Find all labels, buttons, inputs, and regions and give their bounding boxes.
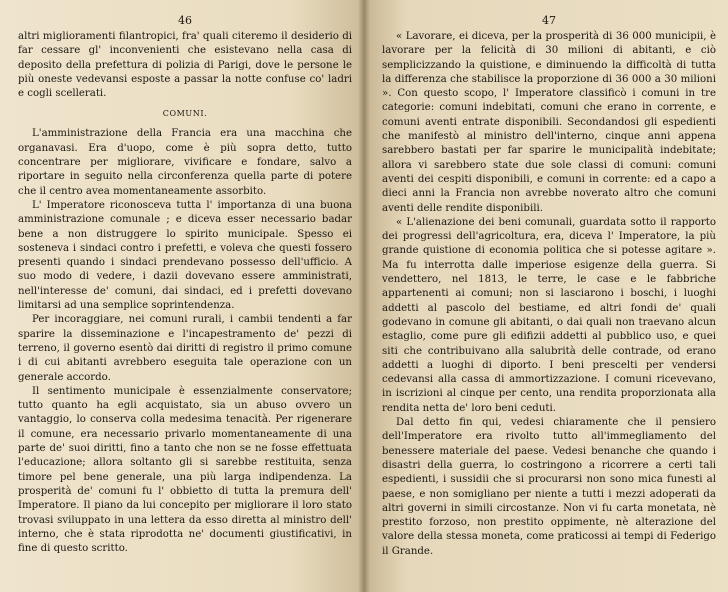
paragraph: Il sentimento municipale è essenzialmente conservatore; tutto quanto ha egli acquistato, sia un abuso ovvero un vantaggio, lo conserva colla medesima tenacità. Per rigenerare il comune, era necessario privarlo momentaneamente di una parte de' suoi diritti, fino a tanto che non se ne fosse effettuata l'educazione; allora soltanto gli si sarebbe restituita, senza timore pel bene generale, una più larga indipendenza. La prosperità de' comuni fu l' obbietto di tutta la premura dell' Imperatore. Il piano da lui concepito per migliorare il loro stato trovasi sviluppato in una lettera da esso diretta al ministro dell' interno, che è stata riprodotta ne' documenti giustificativi, in fine di questo scritto.: [18, 385, 352, 555]
paragraph: Per incoraggiare, nei comuni rurali, i cambii tendenti a far sparire la disseminazione e l'incapestramento de' pezzi di terreno, il governo esentò dai diritti di registro il primo comune i di cui abitanti avrebbero eseguita tale operazione con un generale accordo.: [18, 314, 352, 383]
page-number-right: 47: [542, 14, 556, 27]
paragraph: L' Imperatore riconosceva tutta l' importanza di una buona amministrazione comunale ; e diceva esser necessario badar bene a non distruggere lo spirito municipale. Spesso ei sosteneva i sindaci contro i prefetti, e voleva che questi fossero presenti quando i sindaci prendevano possesso dell'ufficio. A suo modo di vedere, i dazii dovevano essere amministrati, nell'interesse de' comuni, dai sindaci, ed i prefetti dovevano limitarsi ad una semplice soprintendenza.: [18, 199, 352, 312]
paragraph: L'amministrazione della Francia era una macchina che organavasi. Era d'uopo, come è più sopra detto, tutto concentrare per migliorare, vivificare e fondare, salvo a riportare in seguito nella circonferenza quella parte di potere che il centro avea momentaneamente assorbito.: [18, 128, 352, 197]
paragraph: Dal detto fin qui, vedesi chiaramente che il pensiero dell'Imperatore era rivolto tutto all'immegliamento del benessere materiale del paese. Vedesi benanche che quando i disastri della guerra, lo costringono a ricorrere a certi tali espedienti, i sussidii che si procurarsi non sono mica funesti al paese, e non somigliano per niente a tutti i mezzi adoperati da altri governi in simili circostanze. Non vi fu carta monetata, nè prestito forzoso, non prestito oppimente, nè alterazione del valore della stessa moneta, come praticossi ai tempi di Federigo il Grande.: [382, 417, 716, 557]
paragraph: « L'alienazione dei beni comunali, guardata sotto il rapporto dei progressi dell'agricoltura, era, diceva l' Imperatore, la più grande quistione di economia politica che si potesse agitare ». Ma fu interrotta dalle imperiose esigenze della guerra. Si vendettero, nel 1813, le terre, le case e le fabbriche appartenenti ai comuni; non si lasciarono i boschi, i luoghi addetti al pascolo del bestiame, ed altri fondi de' quali godevano in comune gli abitanti, o dai quali non traevano alcun estaglio, come pure gli edifizii addetti al pubblico uso, e quei siti che contribuivano alla salubrità delle contrade, od erano addetti a luoghi di diporto. I beni prescelti per vendersi cedevansi alla cassa di ammortizzazione. I comuni ricevevano, in iscrizioni al cinque per cento, una rendita proporzionata alla rendita netta de' loro beni ceduti.: [382, 216, 716, 414]
paragraph: « Lavorare, ei diceva, per la prosperità di 36 000 municipii, è lavorare per la felicità di 30 milioni di abitanti, e ciò semplicizzando la quistione, e diminuendo la difficoltà di tutta la differenza che stabilisce la proporzione di 36 000 a 30 milioni ». Con questo scopo, l' Imperatore classificò i comuni in tre categorie: comuni indebitati, comuni che erano in corrente, e comuni aventi entrate disponibili. Secondandosi gli espedienti che manifestò al ministro dell'interno, cinque anni appena sarebbero bastati per far sparire le municipalità indebitate; allora vi sarebbero state due sole classi di comuni: comuni aventi dei cespiti disponibili, e comuni in corrente: ed a capo a dieci anni la Francia non avrebbe noverato altro che comuni aventi delle rendite disponibili.: [382, 31, 716, 214]
paragraph-continuation: altri miglioramenti filantropici, fra' quali citeremo il desiderio di far cessare gl' inconvenienti che esistevano nella casa di deposito della prefettura di polizia di Parigi, dove le persone le più oneste vedevansi esposte a passar la notte confuse co' ladri e cogli scellerati.: [18, 31, 352, 100]
right-page: [364, 0, 728, 592]
page-number-left: 46: [178, 14, 192, 27]
section-heading: COMUNI.: [162, 109, 208, 119]
